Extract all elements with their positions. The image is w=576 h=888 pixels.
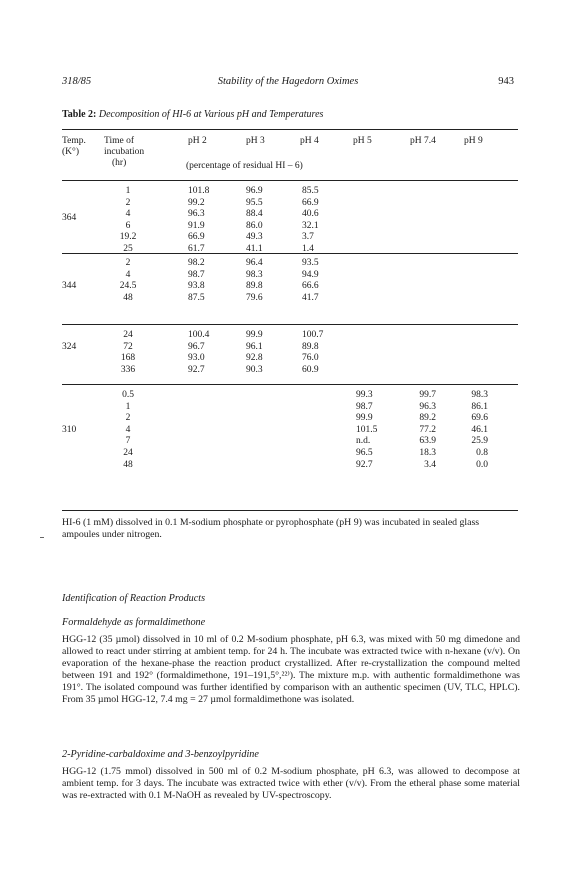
group-2-times: 2 4 24.5 48 (119, 258, 137, 303)
running-header-left: 318/85 (62, 76, 92, 87)
margin-mark (40, 537, 44, 538)
group-1-ph2: 101.8 99.2 96.3 91.9 66.9 61.7 (188, 186, 210, 254)
group-temp-324: 324 (62, 342, 77, 352)
group-4-ph9: 98.3 86.1 69.6 46.1 25.9 0.8 0.0 (471, 390, 488, 470)
table-caption (62, 109, 323, 120)
group-2-ph2: 98.2 98.7 93.8 87.5 (188, 258, 205, 303)
header-temp: Temp. (K°) (62, 136, 86, 157)
table-footnote: HI-6 (1 mM) dissolved in 0.1 M-sodium phosphate or pyrophosphate (pH 9) was incubated in sealed glass ampoules under nitrogen. (62, 517, 480, 540)
header-subheader: (percentage of residual HI – 6) (186, 161, 303, 171)
group-rule-2 (62, 324, 518, 325)
subsection-heading-formaldehyde: Formaldehyde as formaldimethone (62, 617, 206, 628)
paragraph-pyridine: HGG-12 (1.75 mmol) dissolved in 500 ml of 0.2 M-sodium phosphate, pH 6.3, was allowed to decompose at ambient temp. for 3 days. The incubate was extracted twice with ether (v/v). From the etheral phase some material was re-extracted with 0.1 M-NaOH as revealed by UV-spectroscopy. (62, 766, 520, 802)
group-3-times: 24 72 168 336 (120, 330, 136, 375)
page-number: 943 (498, 76, 514, 87)
group-4-ph5: 99.3 98.7 99.9 101.5 n.d. 96.5 92.7 (356, 390, 378, 470)
header-ph4: pH 4 (300, 136, 319, 146)
paragraph-formaldehyde: HGG-12 (35 µmol) dissolved in 10 ml of 0.2 M-sodium phosphate, pH 6.3, was mixed with 50 mg dimedone and allowed to react under stirring at ambient temp. for 24 h. The incubate was extracted twice with n-hexane (v/v). On evaporation of the hexane-phase the reaction product crystallized. After re-crystallization the compound melted between 191 and 192° (formaldimethone, 191–191,5°,²²⁾). The mixture m.p. with authentic formaldimethone was 191°. The isolated compound was further identified by comparison with an authentic specimen (UV, TLC, HPLC). From 35 µmol HGG-12, 7.4 mg = 27 µmol formaldimethone was isolated. (62, 634, 520, 706)
header-ph3: pH 3 (246, 136, 265, 146)
group-temp-344: 344 (62, 281, 77, 291)
table-caption-label: Table 2: (62, 109, 97, 120)
header-time: Time of incubation (hr) (104, 136, 145, 168)
group-1-times: 1 2 4 6 19.2 25 (119, 186, 137, 254)
group-3-ph2: 100.4 96.7 93.0 92.7 (188, 330, 210, 375)
group-2-ph3: 96.4 98.3 89.8 79.6 (246, 258, 263, 303)
header-ph9: pH 9 (464, 136, 483, 146)
group-rule-3 (62, 384, 518, 385)
header-ph5: pH 5 (353, 136, 372, 146)
table-bottom-rule (62, 510, 518, 511)
group-4-ph74: 99.7 96.3 89.2 77.2 63.9 18.3 3.4 (419, 390, 436, 470)
group-temp-364: 364 (62, 213, 77, 223)
group-1-ph3: 96.9 95.5 88.4 86.0 49.3 41.1 (246, 186, 263, 254)
group-4-times: 0.5 1 2 4 7 24 48 (122, 390, 134, 470)
group-1-ph4: 85.5 66.9 40.6 32.1 3.7 1.4 (302, 186, 319, 254)
group-3-ph4: 100.7 89.8 76.0 60.9 (302, 330, 324, 375)
group-3-ph3: 99.9 96.1 92.8 90.3 (246, 330, 263, 375)
table-top-rule (62, 129, 518, 130)
group-2-ph4: 93.5 94.9 66.6 41.7 (302, 258, 319, 303)
group-temp-310: 310 (62, 425, 77, 435)
table-header-rule (62, 180, 518, 181)
header-ph74: pH 7.4 (410, 136, 436, 146)
header-ph2: pH 2 (188, 136, 207, 146)
table-caption-text: Decomposition of HI-6 at Various pH and Temperatures (98, 109, 324, 120)
section-heading-identification: Identification of Reaction Products (62, 593, 206, 604)
subsection-heading-pyridine: 2-Pyridine-carbaldoxime and 3-benzoylpyridine (62, 749, 259, 760)
running-header-title: Stability of the Hagedorn Oximes (217, 76, 359, 87)
